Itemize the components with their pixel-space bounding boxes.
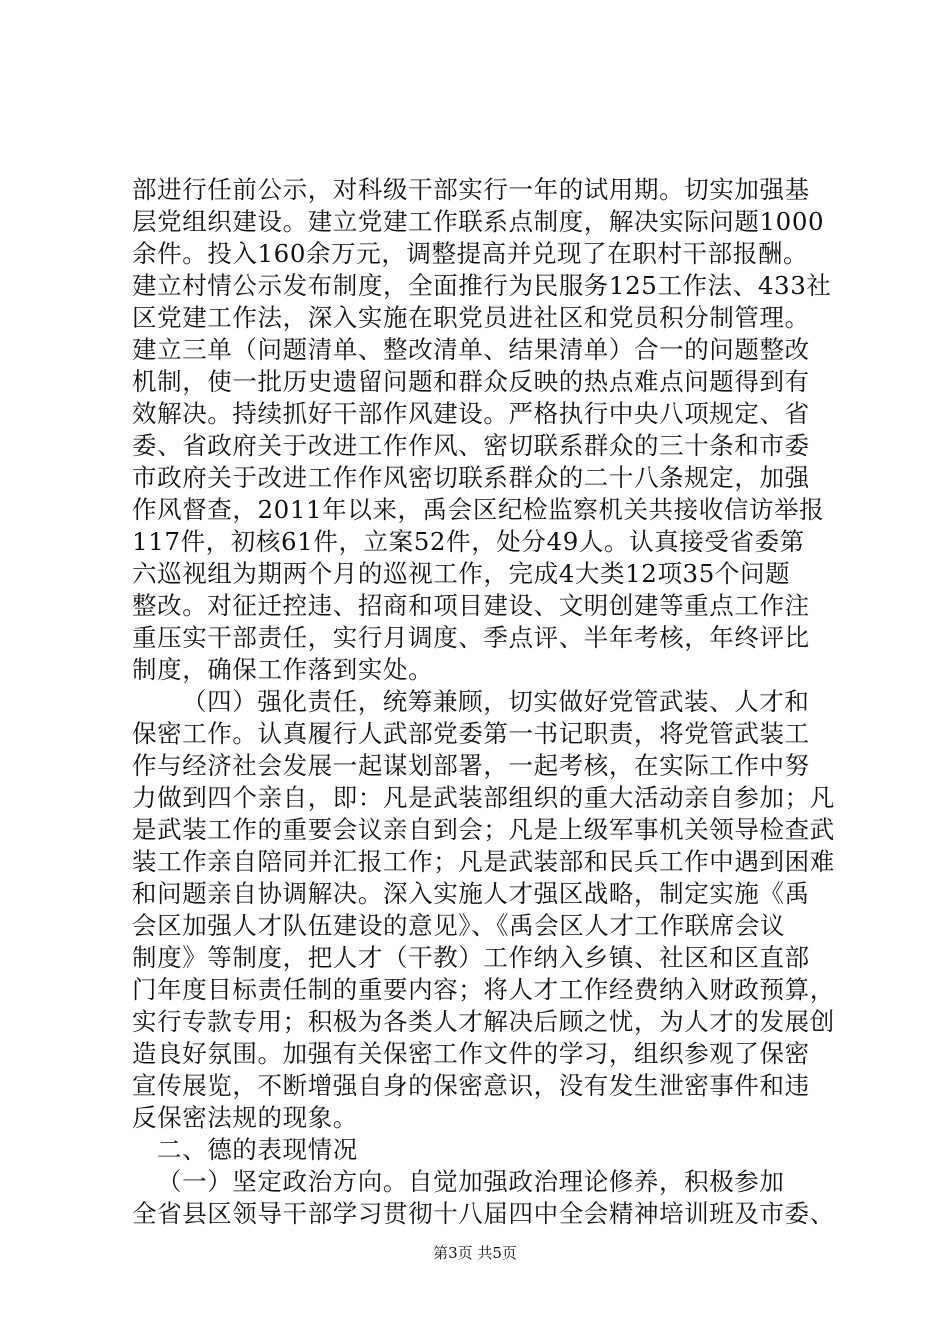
text-line: 会区加强人才队伍建设的意见》、《禹会区人才工作联席会议 <box>132 911 786 940</box>
text-line: 力做到四个亲自，即：凡是武装部组织的重大活动亲自参加；凡 <box>132 783 835 812</box>
text-line: 市政府关于改进工作作风密切联系群众的二十八条规定，加强 <box>132 463 810 492</box>
text-line: 余件。投入160余万元，调整提高并兑现了在职村干部报酬。 <box>132 239 809 268</box>
text-line: 实行专款专用；积极为各类人才解决后顾之忧，为人才的发展创 <box>132 1007 835 1036</box>
text-line: 装工作亲自陪同并汇报工作；凡是武装部和民兵工作中遇到困难 <box>132 847 835 876</box>
text-line: 建立村情公示发布制度，全面推行为民服务125工作法、433社 <box>132 271 832 300</box>
text-line: 层党组织建设。建立党建工作联系点制度，解决实际问题1000 <box>132 207 825 236</box>
text-line: 委、省政府关于改进工作作风、密切联系群众的三十条和市委 <box>132 431 810 460</box>
text-line: 建立三单（问题清单、整改清单、结果清单）合一的问题整改 <box>132 335 810 364</box>
text-line: 部进行任前公示，对科级干部实行一年的试用期。切实加强基 <box>132 175 810 204</box>
section-heading-4: （四）强化责任，统筹兼顾，切实做好党管武装、人才和 <box>182 687 810 716</box>
text-line: 反保密法规的现象。 <box>132 1103 358 1132</box>
text-line: 区党建工作法，深入实施在职党员进社区和党员积分制管理。 <box>132 303 810 332</box>
section-heading-1: （一）坚定政治方向。自觉加强政治理论修养，积极参加 <box>157 1167 785 1196</box>
text-line: 作风督查，2011年以来，禹会区纪检监察机关共接收信访举报 <box>132 495 825 524</box>
text-line: 作与经济社会发展一起谋划部署，一起考核，在实际工作中努 <box>132 751 810 780</box>
text-line: 和问题亲自协调解决。深入实施人才强区战略，制定实施《禹 <box>132 879 810 908</box>
text-line: 制度，确保工作落到实处。 <box>132 655 434 684</box>
text-line: 117件，初核61件，立案52件，处分49人。认真接受省委第 <box>132 527 805 556</box>
section-heading-2: 二、德的表现情况 <box>157 1135 358 1164</box>
text-line: 重压实干部责任，实行月调度、季点评、半年考核，年终评比 <box>132 623 810 652</box>
text-line: 宣传展览，不断增强自身的保密意识，没有发生泄密事件和违 <box>132 1071 810 1100</box>
text-line: 六巡视组为期两个月的巡视工作，完成4大类12项35个问题 <box>132 559 791 588</box>
text-line: 保密工作。认真履行人武部党委第一书记职责，将党管武装工 <box>132 719 810 748</box>
text-line: 是武装工作的重要会议亲自到会；凡是上级军事机关领导检查武 <box>132 815 835 844</box>
text-line: 制度》等制度，把人才（干教）工作纳入乡镇、社区和区直部 <box>132 943 810 972</box>
text-line: 全省县区领导干部学习贯彻十八届四中全会精神培训班及市委、 <box>132 1199 835 1228</box>
text-line: 效解决。持续抓好干部作风建设。严格执行中央八项规定、省 <box>132 399 810 428</box>
text-line: 机制，使一批历史遗留问题和群众反映的热点难点问题得到有 <box>132 367 810 396</box>
text-line: 整改。对征迁控违、招商和项目建设、文明创建等重点工作注 <box>132 591 810 620</box>
page-footer: 第3页 共5页 <box>433 1244 517 1262</box>
text-line: 门年度目标责任制的重要内容；将人才工作经费纳入财政预算， <box>132 975 835 1004</box>
text-line: 造良好氛围。加强有关保密工作文件的学习，组织参观了保密 <box>132 1039 810 1068</box>
